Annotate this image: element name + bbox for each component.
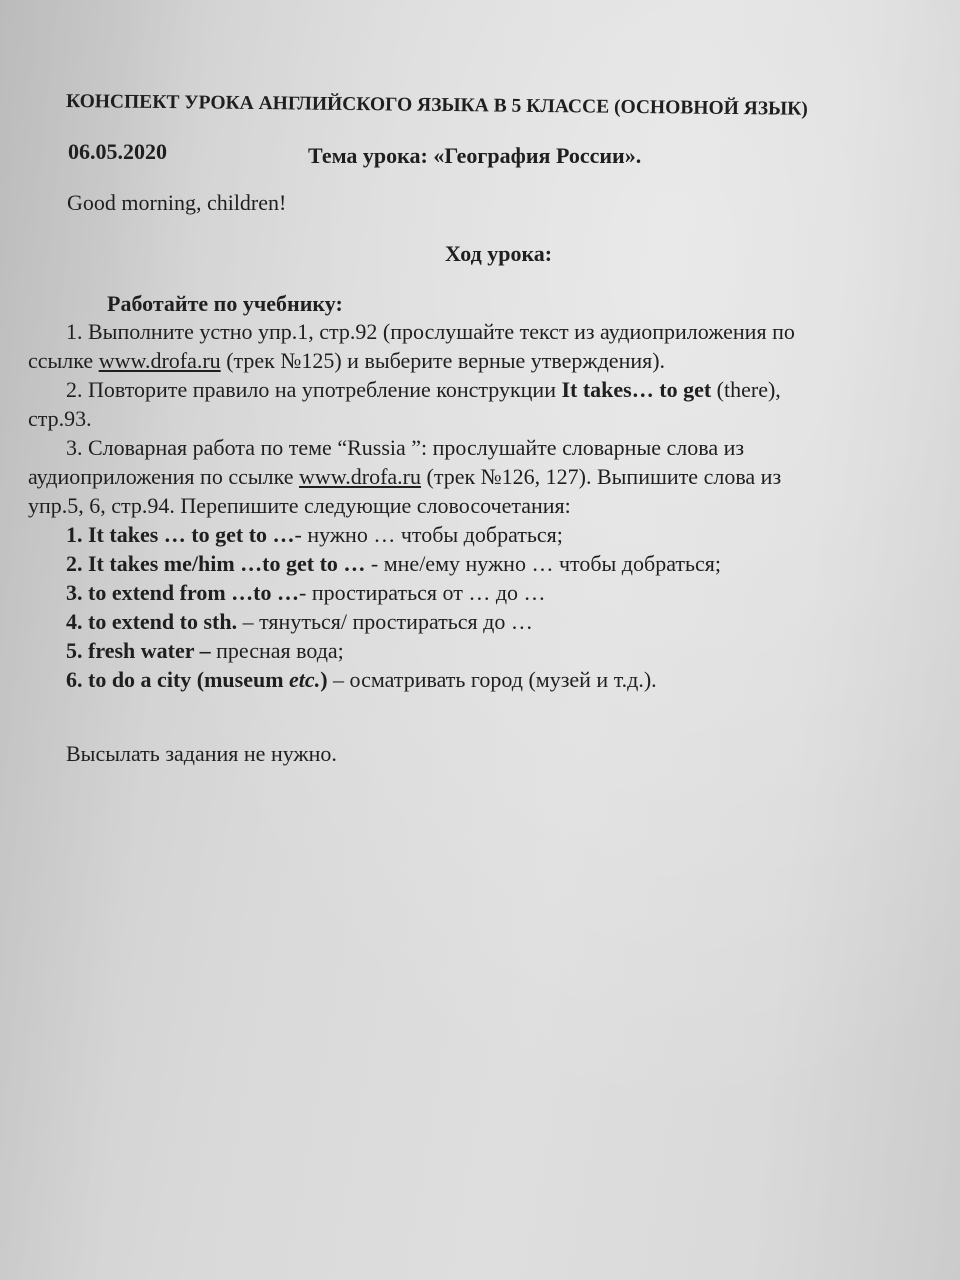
closing-note: Высылать задания не нужно. bbox=[66, 741, 337, 766]
task-2-line-2: стр.93. bbox=[28, 406, 92, 431]
vocab-translation: – тянуться/ простираться до … bbox=[237, 609, 533, 634]
task-2-line-1 bbox=[66, 376, 781, 404]
textbook-work-heading: Работайте по учебнику: bbox=[107, 291, 343, 316]
greeting-text: Good morning, children! bbox=[67, 190, 287, 215]
vocab-phrase: 2. It takes me/him …to get to … bbox=[66, 551, 366, 576]
vocab-item bbox=[66, 579, 546, 607]
task-3-line-2 bbox=[28, 463, 781, 491]
task-3-suffix: (трек №126, 127). Выпишите слова из bbox=[421, 464, 782, 489]
task-2-suffix: (there), bbox=[711, 377, 781, 402]
vocab-phrase: 1. It takes … to get to … bbox=[66, 522, 295, 547]
task-2-prefix: 2. Повторите правило на употребление конструкции bbox=[66, 377, 562, 402]
vocab-translation: - простираться от … до … bbox=[299, 580, 546, 605]
task-3-prefix: аудиоприложения по ссылке bbox=[28, 464, 300, 489]
task-1-line-2 bbox=[28, 347, 665, 375]
vocab-item bbox=[66, 521, 563, 549]
vocab-translation: - нужно … чтобы добраться; bbox=[294, 522, 563, 547]
vocab-phrase: 3. to extend from …to … bbox=[66, 580, 299, 605]
vocab-item bbox=[66, 637, 344, 665]
vocab-item bbox=[66, 608, 533, 636]
task-1-prefix: ссылке bbox=[28, 348, 99, 373]
vocab-phrase: 5. fresh water – bbox=[66, 638, 211, 663]
vocab-translation: – осматривать город (музей и т.д.). bbox=[327, 667, 657, 692]
lesson-topic: Тема урока: «География России». bbox=[308, 143, 642, 168]
drofa-link-2[interactable]: www.drofa.ru bbox=[299, 464, 421, 489]
vocab-abbrev: etc. bbox=[289, 667, 321, 692]
lesson-flow-heading: Ход урока: bbox=[445, 241, 553, 266]
vocab-translation: пресная вода; bbox=[210, 638, 344, 663]
lesson-date: 06.05.2020 bbox=[68, 139, 167, 164]
drofa-link[interactable]: www.drofa.ru bbox=[98, 348, 221, 373]
task-1-line-1: 1. Выполните устно упр.1, стр.92 (прослушайте текст из аудиоприложения по bbox=[66, 319, 795, 344]
task-2-construction: It takes… to get bbox=[561, 377, 712, 402]
task-3-line-3: упр.5, 6, стр.94. Перепишите следующие словосочетания: bbox=[28, 493, 571, 518]
task-3-line-1: 3. Словарная работа по теме “Russia ”: прослушайте словарные слова из bbox=[66, 435, 745, 460]
vocab-translation: - мне/ему нужно … чтобы добраться; bbox=[365, 551, 722, 576]
task-1-suffix: (трек №125) и выберите верные утверждения). bbox=[220, 348, 666, 373]
vocab-phrase: 6. to do a city (museum bbox=[66, 667, 290, 692]
vocab-item bbox=[66, 550, 721, 578]
vocab-phrase-end: ) bbox=[320, 667, 328, 692]
vocab-item bbox=[66, 666, 657, 694]
lesson-title: КОНСПЕКТ УРОКА АНГЛИЙСКОГО ЯЗЫКА В 5 КЛАССЕ (ОСНОВНОЙ ЯЗЫК) bbox=[65, 91, 808, 120]
vocab-phrase: 4. to extend to sth. bbox=[66, 609, 238, 634]
